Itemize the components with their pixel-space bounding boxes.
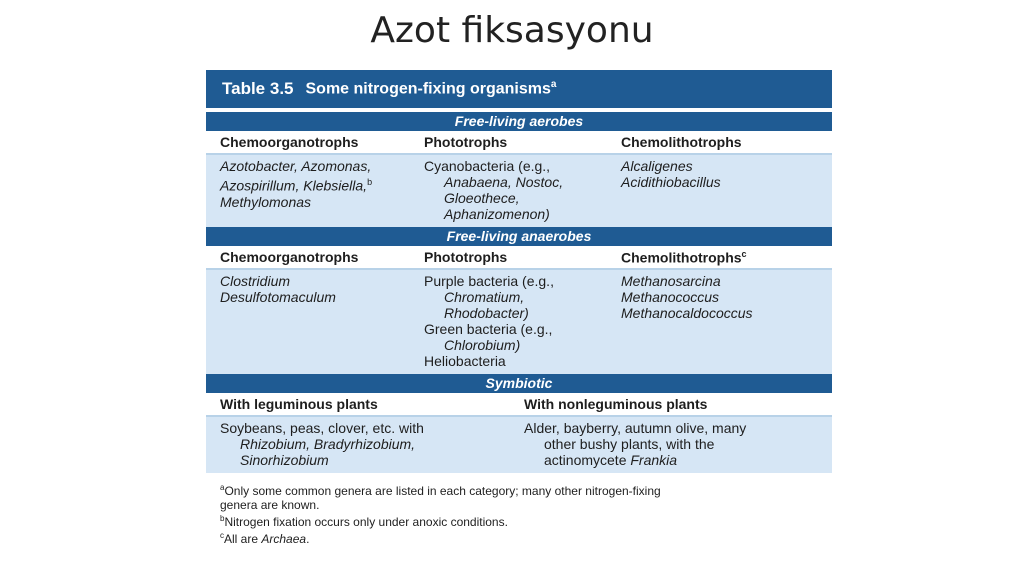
column-header-chemoorganotrophs: Chemoorganotrophs (220, 249, 359, 265)
table-row-anaerobes (206, 270, 832, 374)
footnote-marker-b: b (367, 177, 373, 187)
column-header-leguminous: With leguminous plants (220, 396, 378, 412)
cell-anaerobe-phototrophs: Purple bacteria (e.g., Chromatium, Rhodobacter) Green bacteria (e.g., Chlorobium) Heliobacteria (424, 273, 554, 369)
column-header-chemoorganotrophs: Chemoorganotrophs (220, 134, 359, 150)
footnote-c: $^c$All are Archaea. (220, 531, 310, 546)
section-heading-anaerobes: Free-living anaerobes (206, 227, 832, 246)
column-header-phototrophs: Phototrophs (424, 134, 508, 150)
cell-anaerobe-chemoorganotrophs: Clostridium Desulfotomaculum (220, 273, 336, 305)
column-headers-aerobes (206, 131, 832, 155)
column-header-chemolithotrophs: Chemolithotrophs (621, 134, 742, 150)
column-header-nonleguminous: With nonleguminous plants (524, 396, 708, 412)
cell-leguminous: Soybeans, peas, clover, etc. with Rhizobium, Bradyrhizobium, Sinorhizobium (220, 420, 424, 468)
section-heading-symbiotic: Symbiotic (206, 374, 832, 393)
footnote-a-continued: genera are known. (220, 498, 320, 512)
table-title: Some nitrogen-fixing organisms$^a$ (305, 79, 557, 98)
cell-aerobe-chemoorganotrophs: Azotobacter, Azomonas, Azospirillum, Klebsiella,$^b$ Methylomonas (220, 158, 373, 210)
table-row-aerobes (206, 155, 832, 227)
column-headers-symbiotic (206, 393, 832, 417)
footnote-a: $^a$Only some common genera are listed in each category; many other nitrogen-fixing (220, 483, 661, 498)
footnote-marker-c: c (741, 248, 747, 259)
cell-aerobe-phototrophs: Cyanobacteria (e.g., Anabaena, Nostoc, Gloeothece, Aphanizomenon) (424, 158, 564, 222)
cell-aerobe-chemolithotrophs: Alcaligenes Acidithiobacillus (621, 158, 721, 190)
table-number: Table 3.5 (222, 79, 294, 98)
column-headers-anaerobes (206, 246, 832, 270)
table-row-symbiotic (206, 417, 832, 473)
table-title-bar (206, 70, 832, 108)
footnote-marker-a: a (550, 79, 557, 91)
table-footnotes (206, 473, 832, 546)
column-header-chemolithotrophs: Chemolithotrophs$^c$ (621, 248, 747, 266)
cell-anaerobe-chemolithotrophs: Methanosarcina Methanococcus Methanocaldococcus (621, 273, 753, 321)
section-heading-aerobes: Free-living aerobes (206, 112, 832, 131)
cell-nonleguminous: Alder, bayberry, autumn olive, many other bushy plants, with the actinomycete Frankia (524, 420, 747, 468)
slide-title: Azot fiksasyonu (370, 10, 654, 51)
nitrogen-fixing-table (206, 70, 832, 546)
column-header-phototrophs: Phototrophs (424, 249, 508, 265)
footnote-b: $^b$Nitrogen fixation occurs only under anoxic conditions. (220, 514, 508, 529)
